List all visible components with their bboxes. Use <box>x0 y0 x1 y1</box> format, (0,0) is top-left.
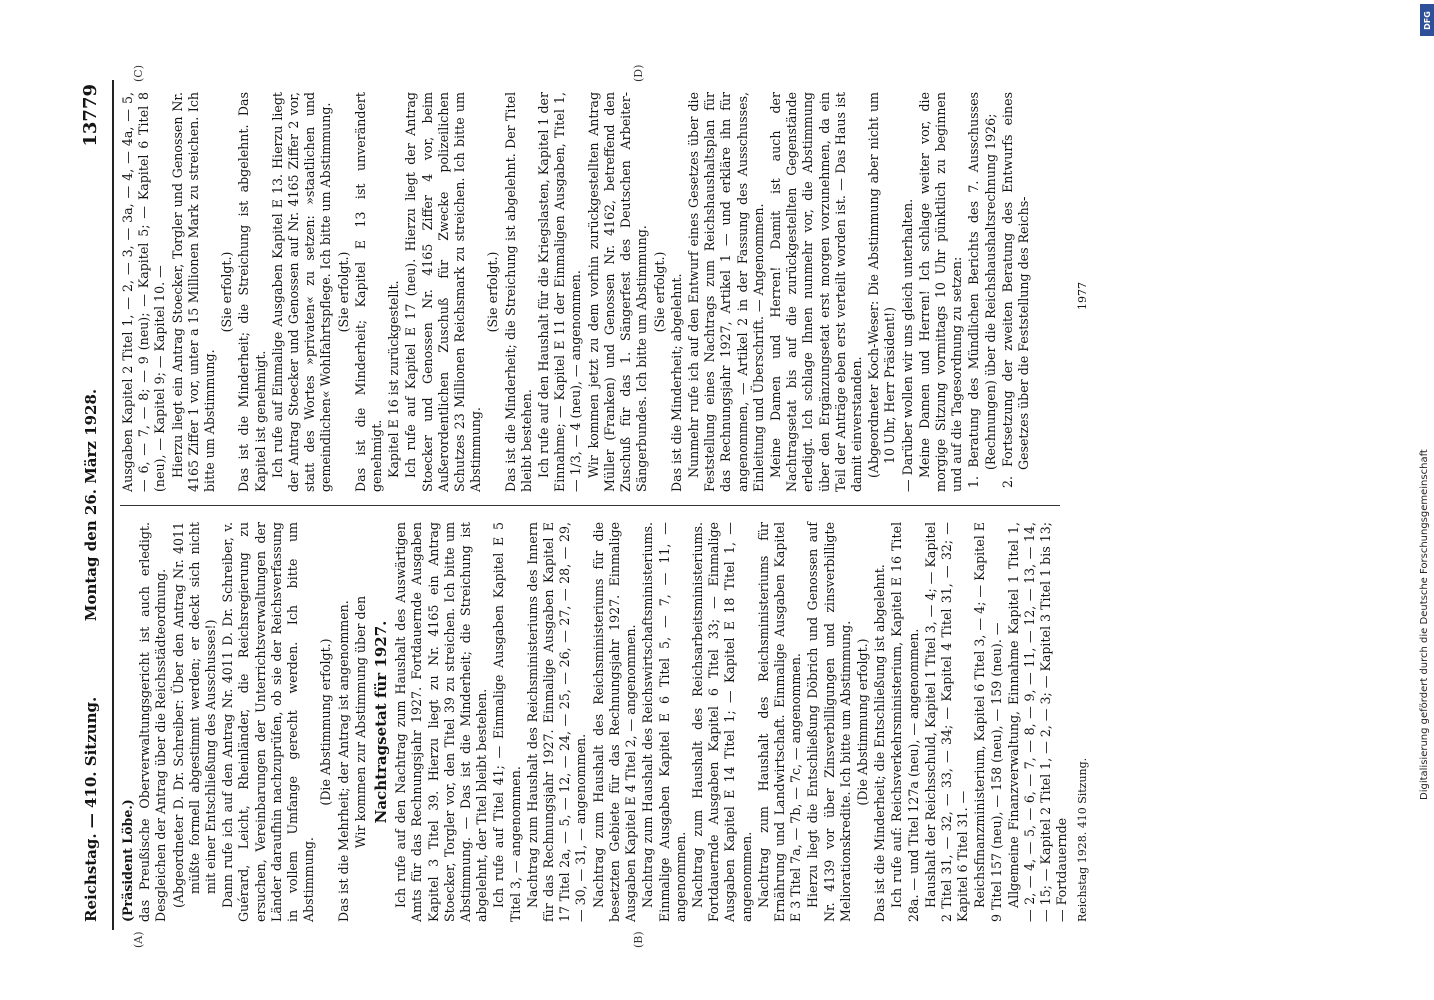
header-date: Montag den 26. März 1928. <box>82 388 100 622</box>
paragraph: Wir kommen zur Abstimmung über den <box>352 595 368 849</box>
paragraph: Nachtrag zum Haushalt des Reichsministeriums für die besetzten Gebiete für das Rechnungsjahr 1927. Einmalige Ausgaben Kapitel E 4 Titel 2, — angenommen. <box>590 522 639 922</box>
margin-mark-c: (C) <box>132 65 145 82</box>
paragraph: (Sie erfolgt.) <box>219 251 235 333</box>
paragraph: das Preußische Oberverwaltungsgericht ist auch erledigt. Desgleichen der Antrag über die Reichsstädteordnung. <box>137 522 169 922</box>
paragraph: Meine Damen und Herren! Damit ist auch der Nachtragsetat bis auf die zurückgestellten Gegenstände erledigt. Ich schlage Ihnen nunmehr vor, die Abstimmung über den Ergänzungsetat erst morgen vorzunehmen, da ein Teil der Anträge eben erst verteilt worden ist. — Das Haus ist damit einverstanden. <box>767 92 864 492</box>
header-session: Reichstag. — 410. Sitzung. <box>82 696 100 922</box>
paragraph: Dann rufe ich auf den Antrag Nr. 4011 D. Dr. Schreiber, v. Guérard, Leicht, Rheinländer, die Reichsregierung zu ersuchen, Vereinbarungen der Unterrichtsverwaltungen der Länder daraufhin nachzuprüfen, ob sie der Reichsverfassung in vollem Umfange gerecht werden. Ich bitte um Abstimmung. <box>220 522 317 922</box>
paragraph: (Die Abstimmung erfolgt.) <box>854 638 870 806</box>
paragraph: Das ist die Minderheit; abgelehnt. <box>668 273 684 492</box>
paragraph: Ich rufe auf den Haushalt für die Kriegslasten, Kapitel 1 der Einnahme; — Kapitel E 11 der Einmaligen Ausgaben, Titel 1, — 1/3, — 4 (neu), — angenommen. <box>536 92 584 492</box>
paragraph: Das ist die Minderheit; Kapitel E 13 ist unverändert genehmigt. <box>352 92 385 492</box>
paragraph: Ich rufe auf Einmalige Ausgaben Kapitel E 13. Hierzu liegt der Antrag Stoecker und Genossen auf Nr. 4165 Ziffer 2 vor, statt des Wortes »privaten« zu setzen: »staatlichen und gemeindlichen« Wohlfahrtspflege. Ich bitte um Abstimmung. <box>269 92 334 492</box>
digitization-credit: Digitalisierung gefördert durch die Deutsche Forschungsgemeinschaft <box>1419 449 1430 800</box>
paragraph: 1. Beratung des Mündlichen Berichts des 7. Ausschusses (Rechnungen) über die Reichshaushaltsrechnung 1926; <box>966 92 998 488</box>
paragraph: Ich rufe auf Kapitel E 17 (neu). Hierzu liegt der Antrag Stoecker und Genossen Nr. 4165 Ziffer 4 vor, beim Außerordentlichen Zuschuß für Zwecke polizeilichen Schutzes 23 Millionen Reichsmark zu streichen. Ich bitte um Abstimmung. <box>403 92 484 492</box>
paragraph: Allgemeine Finanzverwaltung, Einnahme Kapitel 1 Titel 1, — 2, — 4, — 5, — 6, — 7, — 8, — 9, — 11, — 12, — 13, — 14, — 15; — Kapitel 2 Titel 1, — 2, — 3; — Kapitel 3 Titel 1 bis 13; — Fortdauernde <box>1005 522 1070 922</box>
column-divider <box>120 505 1060 506</box>
paragraph: Nachtrag zum Haushalt des Reichsministeriums für Ernährung und Landwirtschaft. Einmalige Ausgaben Kapitel E 3 Titel 7a, — 7b, — 7c, — angenommen. <box>755 522 804 922</box>
margin-mark-a: (A) <box>132 931 145 948</box>
dfg-logo: DFG <box>1420 4 1434 36</box>
paragraph: Ich rufe auf: Reichsverkehrsministerium, Kapitel E 16 Titel 28a. — und Titel 127a (neu), — angenommen. <box>889 522 921 922</box>
paragraph: 2. Fortsetzung der zweiten Beratung des Entwurfs eines Gesetzes über die Feststellung des Reichs- <box>999 92 1031 488</box>
paragraph: (Abgeordneter Koch-Weser: Die Abstimmung aber nicht um 10 Uhr, Herr Präsident!) <box>866 92 898 478</box>
paragraph: Ich rufe auf den Nachtrag zum Haushalt des Auswärtigen Amts für das Rechnungsjahr 1927. Fortdauernde Ausgaben Kapitel 3 Titel 39. Hierzu liegt zu Nr. 4165 ein Antrag Stoecker, Torgler vor, den Titel 39 zu streichen. Ich bitte um Abstimmung. — Das ist die Minderheit; die Streichung ist abgelehnt, der Titel bleibt bestehen. <box>393 522 490 922</box>
page-header <box>72 80 114 930</box>
paragraph: Haushalt der Reichsschuld, Kapitel 1 Titel 3, — 4; — Kapitel 2 Titel 31, — 32, — 33, — 34; — Kapitel 4 Titel 31, — 32; — Kapitel 6 Titel 31. — <box>922 522 971 922</box>
paragraph: Hierzu liegt die Entschließung Döbrich und Genossen auf Nr. 4139 vor über Zinsverbilligungen und zinsverbilligte Meliorationskredite. Ich bitte um Abstimmung. <box>805 522 853 922</box>
section-heading: Nachtragsetat für 1927. <box>372 620 391 824</box>
document-page <box>72 64 1132 948</box>
paragraph: Kapitel E 16 ist zurückgestellt. <box>386 280 402 478</box>
paragraph: Nachtrag zum Haushalt des Reichswirtschaftsministeriums. Einmalige Ausgaben Kapitel E 6 Titel 5, — 7, — 11, — angenommen. <box>640 522 688 922</box>
paragraph: Wir kommen jetzt zu dem vorhin zurückgestellten Antrag Müller (Franken) und Genossen Nr. 4162, betreffend den Zuschuß für das 1. Sängerfest des Deutschen Arbeiter-Sängerbundes. Ich bitte um Abstimmung. <box>585 92 650 492</box>
paragraph: Nachtrag zum Haushalt des Reichsministeriums des Innern für das Rechnungsjahr 1927. Einmalige Ausgaben Kapitel E 17 Titel 2a, — 5, — 12, — 24, — 25, — 26, — 27, — 28, — 29, — 30, — 31, — angenommen. <box>524 522 589 922</box>
paragraph: Nunmehr rufe ich auf den Entwurf eines Gesetzes über die Feststellung eines Nachtrags zum Reichshaushaltsplan für das Rechnungsjahr 1927, Artikel 1 — und erkläre ihn für angenommen, — Artikel 2 in der Fassung des Ausschusses, Einleitung und Überschrift. — Angenommen. <box>685 92 766 492</box>
paragraph: Das ist die Minderheit; die Entschließung ist abgelehnt. <box>872 564 888 922</box>
paragraph: Nachtrag zum Haushalt des Reichsarbeitsministeriums. Fortdauernde Ausgaben Kapitel 6 Titel 33; — Einmalige Ausgaben Kapitel E 14 Titel 1; — Kapitel E 18 Titel 1, — angenommen. <box>689 522 754 922</box>
paragraph: (Sie erfolgt.) <box>335 251 351 333</box>
right-column <box>120 92 1120 492</box>
paragraph: Das ist die Mehrheit; der Antrag ist angenommen. <box>335 600 351 922</box>
paragraph: Das ist die Minderheit; die Streichung ist abgelehnt. Der Titel bleibt bestehen. <box>502 92 534 492</box>
footer-page-number: 1977 <box>1076 282 1089 310</box>
paragraph: (Die Abstimmung erfolgt.) <box>318 638 334 806</box>
paragraph: Ausgaben Kapitel 2 Titel 1, — 2, — 3, — 3a, — 4, — 4a, — 5, — 6, — 7, — 8; — 9 (neu); — Kapitel 5; — Kapitel 6 Titel 8 (neu), — Kapitel 9; — Kapitel 10. — <box>120 92 168 492</box>
paragraph: Ich rufe auf Titel 41; — Einmalige Ausgaben Kapitel E 5 Titel 3, — angenommen. <box>491 522 523 922</box>
paragraph: Hierzu liegt ein Antrag Stoecker, Torgler und Genossen Nr. 4165 Ziffer 1 vor, unter a 15 Millionen Mark zu streichen. Ich bitte um Abstimmung. <box>169 92 218 492</box>
paragraph: Das ist die Minderheit; die Streichung ist abgelehnt. Das Kapitel ist genehmigt. <box>236 92 268 492</box>
paragraph: (Sie erfolgt.) <box>651 251 667 333</box>
paragraph: Reichsfinanzministerium, Kapitel 6 Titel 3, — 4; — Kapitel E 9 Titel 157 (neu), — 158 (neu), — 159 (neu). — <box>972 522 1004 922</box>
margin-mark-b: (B) <box>632 931 645 948</box>
header-page-number: 13779 <box>80 84 101 147</box>
paragraph: (Sie erfolgt.) <box>485 251 501 333</box>
paragraph: Meine Damen und Herren! Ich schlage weiter vor, die morgige Sitzung vormittags 10 Uhr pünktlich zu beginnen und auf die Tagesordnung zu setzen: <box>916 92 965 492</box>
paragraph: (Präsident Löbe.) <box>120 799 135 922</box>
margin-mark-d: (D) <box>632 64 645 82</box>
paragraph: — Darüber wollen wir uns gleich unterhalten. <box>899 198 915 492</box>
footer-source: Reichstag 1928. 410 Sitzung. <box>1076 757 1089 922</box>
digitization-sidebar <box>1418 0 1434 1000</box>
left-column <box>120 522 1120 922</box>
paragraph: (Abgeordneter D. Dr. Schreiber: Über den Antrag Nr. 4011 müßte formell abgestimmt werden; er deckt sich nicht mit einer Entschließung des Ausschusses!) <box>170 522 219 908</box>
